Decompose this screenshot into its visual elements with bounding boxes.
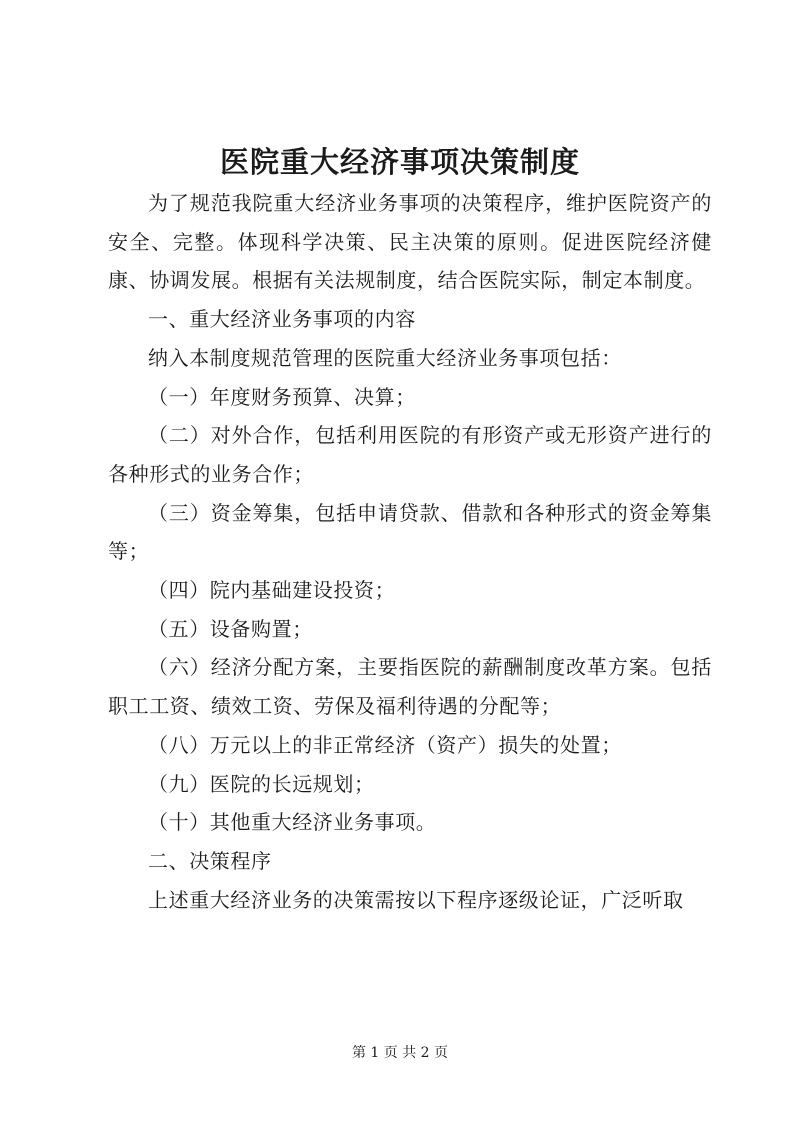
section-heading-2: 二、决策程序: [148, 848, 272, 873]
paragraph-scope: 纳入本制度规范管理的医院重大经济业务事项包括：: [148, 345, 622, 370]
list-item-10: （十）其他重大经济业务事项。: [148, 810, 437, 835]
list-item-1: （一）年度财务预算、决算；: [148, 384, 416, 409]
list-item-6: （六）经济分配方案，主要指医院的薪酬制度改革方案。包括职工工资、绩效工资、劳保及福利待遇的分配等；: [108, 655, 712, 719]
paragraph-intro: 为了规范我院重大经济业务事项的决策程序，维护医院资产的安全、完整。体现科学决策、民主决策的原则。促进医院经济健康、协调发展。根据有关法规制度，结合医院实际，制定本制度。: [108, 191, 712, 293]
section-heading-1: 一、重大经济业务事项的内容: [148, 307, 416, 332]
list-item-9: （九）医院的长远规划；: [148, 771, 375, 796]
list-item-5: （五）设备购置；: [148, 616, 313, 641]
list-item-3: （三）资金筹集，包括申请贷款、借款和各种形式的资金筹集等；: [108, 500, 712, 564]
list-item-2: （二）对外合作，包括利用医院的有形资产或无形资产进行的各种形式的业务合作；: [108, 423, 712, 486]
document-body: [108, 184, 712, 919]
page-number-footer: 第 1 页 共 2 页: [351, 1045, 449, 1061]
list-item-4: （四）院内基础建设投资；: [148, 578, 396, 603]
document-title: 医院重大经济事项决策制度: [219, 145, 580, 179]
list-item-8: （八）万元以上的非正常经济（资产）损失的处置；: [148, 732, 622, 757]
paragraph-procedure: 上述重大经济业务的决策需按以下程序逐级论证，广泛听取: [148, 887, 684, 912]
